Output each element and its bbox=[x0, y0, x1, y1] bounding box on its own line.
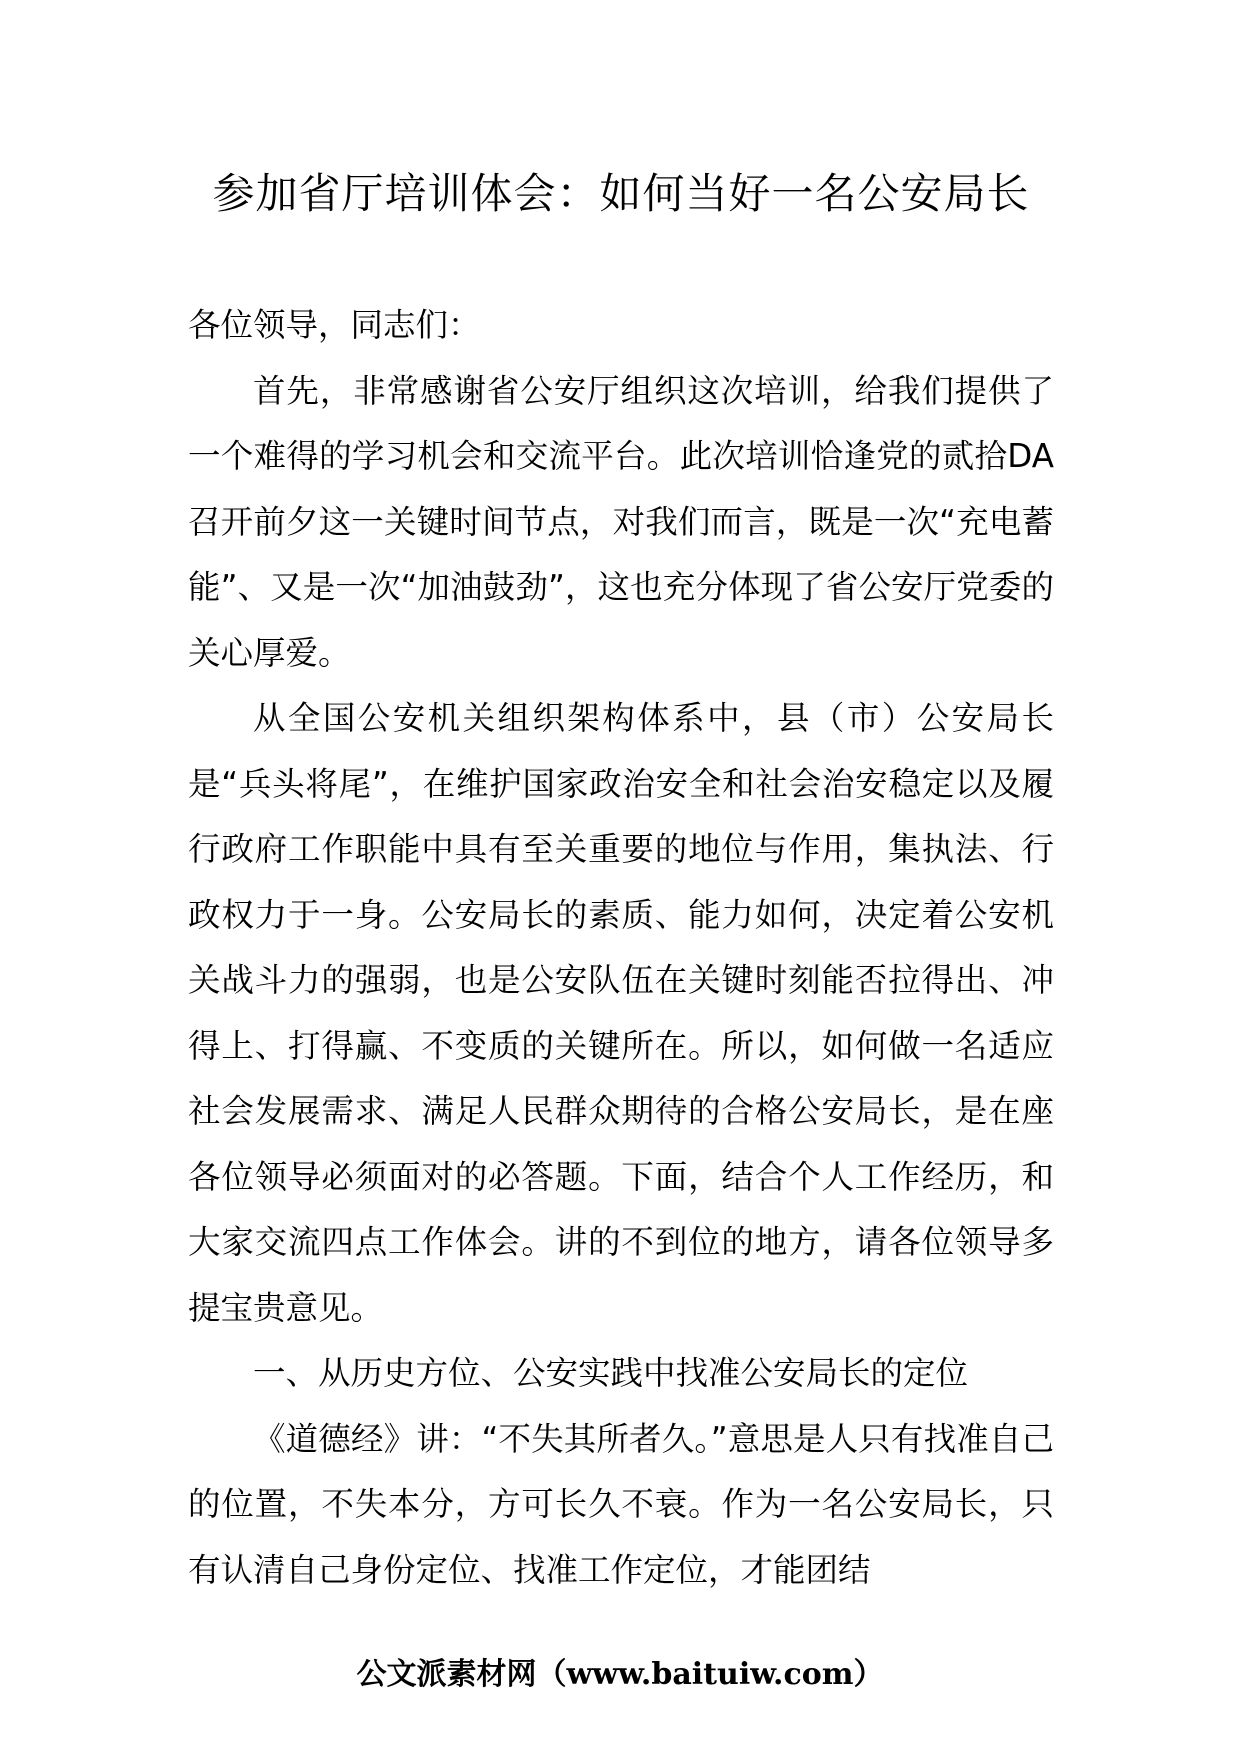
section-heading: 一、从历史方位、公安实践中找准公安局长的定位 bbox=[253, 1354, 969, 1392]
section-paragraph: 《道德经》讲：“不失其所者久。”意思是人只有找准自己的位置，不失本分，方可长久不衰。作为一名公安局长，只有认清自己身份定位、找准工作定位，才能团结 bbox=[188, 1419, 1054, 1589]
paragraph-role: 从全国公安机关组织架构体系中，县（市）公安局长是“兵头将尾”，在维护国家政治安全和社会治安稳定以及履行政府工作职能中具有至关重要的地位与作用，集执法、行政权力于一身。公安局长的素质、能力如何，决定着公安机关战斗力的强弱，也是公安队伍在关键时刻能否拉得出、冲得上、打得赢、不变质的关键所在。所以，如何做一名适应社会发展需求、满足人民群众期待的合格公安局长，是在座各位领导必须面对的必答题。下面，结合个人工作经历，和大家交流四点工作体会。讲的不到位的地方，请各位领导多提宝贵意见。 bbox=[188, 699, 1054, 1327]
paragraph-intro: 首先，非常感谢省公安厅组织这次培训，给我们提供了一个难得的学习机会和交流平台。此次培训恰逢党的贰拾DA召开前夕这一关键时间节点，对我们而言，既是一次“充电蓄能”、又是一次“加油鼓劲”，这也充分体现了省公安厅党委的关心厚爱。 bbox=[188, 371, 1054, 672]
document-title: 参加省厅培训体会：如何当好一名公安局长 bbox=[212, 169, 1030, 218]
footer-watermark: 公文派素材网（www.baituiw.com） bbox=[356, 1657, 884, 1692]
salutation: 各位领导，同志们： bbox=[188, 306, 481, 344]
document-body bbox=[188, 293, 1054, 1603]
